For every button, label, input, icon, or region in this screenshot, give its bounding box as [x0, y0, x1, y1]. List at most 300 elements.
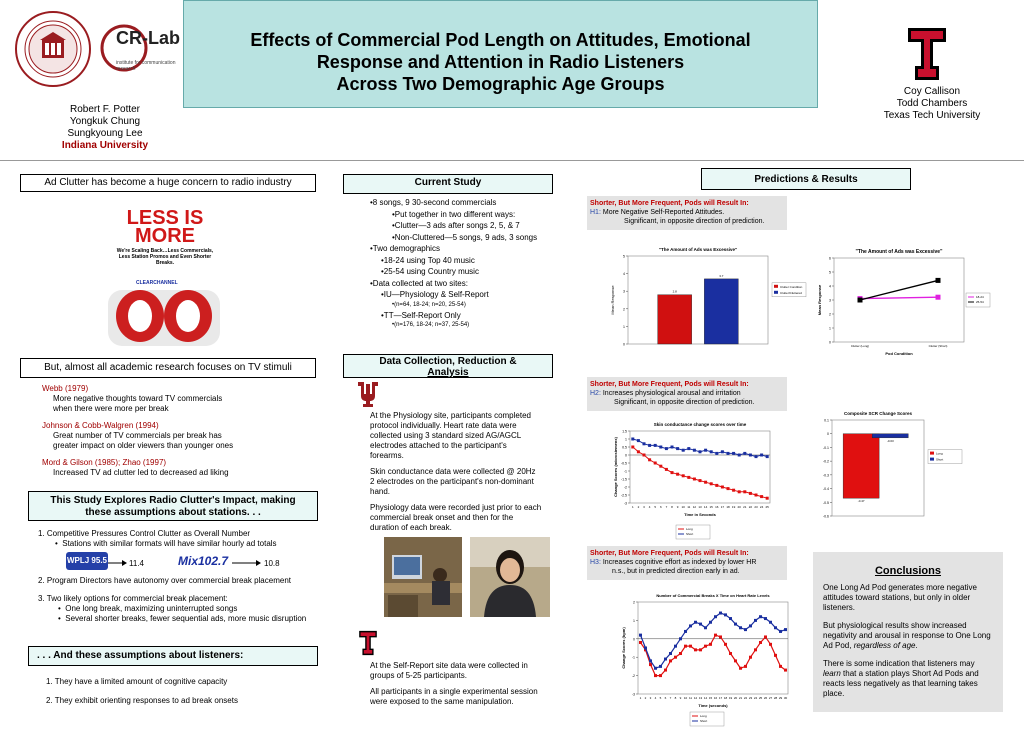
assumptions-heading-1: This Study Explores Radio Clutter's Impact, making [50, 495, 296, 506]
data-point [679, 652, 682, 655]
conclusions-title: Conclusions [874, 565, 941, 577]
assumption-1-sub: • Stations with similar formats will have similar hourly ad totals [55, 539, 277, 548]
data-point [709, 643, 712, 646]
x-tick-label: 1 [631, 505, 634, 509]
h1-result: Significant, in opposite direction of prediction. [624, 218, 765, 225]
study-3-cite: Mord & Gilson (1985); Zhao (1997) [42, 458, 167, 467]
x-tick-label: 13 [698, 505, 702, 509]
chart-skin-conductance-line [610, 419, 776, 537]
mix-logo-text: Mix102.7 [178, 554, 229, 568]
study-line: •(n=64, 18-24; n=20, 25-54) [392, 301, 466, 308]
x-tick-label: 19 [731, 505, 736, 509]
data-point [936, 278, 941, 283]
y-tick-label: 0 [827, 432, 829, 437]
data-point [749, 454, 752, 457]
chart-excessive-bar [612, 240, 812, 350]
iu-seal [14, 10, 92, 88]
author-right-1: Coy Callison [903, 86, 961, 97]
data-point [664, 669, 667, 672]
shoes-on-scale-image [106, 286, 222, 348]
data-point [710, 450, 713, 453]
cr-lab-logo [100, 22, 182, 80]
x-tick-label: 24 [753, 696, 758, 700]
section-tv-research: But, almost all academic research focuses on TV stimuli [20, 358, 316, 378]
data-point [759, 641, 762, 644]
lab-photo-2 [470, 537, 550, 617]
x-tick-label: 6 [664, 696, 667, 700]
wplj-logo [66, 552, 108, 570]
bar [843, 434, 879, 498]
data-point [664, 658, 667, 661]
data-point [644, 647, 647, 650]
y-tick-label: -1 [623, 469, 627, 474]
data-point [674, 656, 677, 659]
data-point [715, 484, 718, 487]
data-point [649, 663, 652, 666]
data-point [699, 450, 702, 453]
legend-swatch [774, 285, 778, 288]
series-line [641, 635, 786, 675]
data-point [704, 449, 707, 452]
x-axis-label: Time in Seconds [684, 512, 716, 517]
study-line: •(n=176, 18-24; n=37, 25-54) [392, 322, 470, 328]
h2-heading: Shorter, But More Frequent, Pods will Result In: [590, 381, 749, 388]
study-line: •25-54 using Country music [381, 267, 479, 276]
data-point [682, 449, 685, 452]
data-point [721, 450, 724, 453]
y-tick-label: 6 [829, 256, 831, 261]
x-tick-label: 3 [649, 696, 652, 700]
y-tick-label: 0 [633, 637, 635, 642]
x-tick-label: 20 [737, 505, 741, 509]
y-tick-label: 1 [633, 618, 635, 623]
data-point [676, 473, 679, 476]
chart-title: Composite SCR Change Scores [843, 411, 913, 416]
data-point [760, 495, 763, 498]
x-axis-label: Time (seconds) [698, 703, 728, 708]
station-assumptions-2 [38, 576, 328, 624]
data-point [654, 444, 657, 447]
mix-logo [178, 551, 232, 571]
data-point [665, 447, 668, 450]
data-point [749, 492, 752, 495]
legend-label: Clutter Condition [780, 284, 803, 289]
h2-box [587, 377, 787, 411]
data-point [631, 438, 634, 441]
x-tick-label: 11 [688, 696, 693, 700]
x-tick-label: 25 [765, 505, 769, 509]
section-predictions-results [701, 168, 911, 190]
chart-composite-scr-bar [818, 402, 962, 526]
data-point [699, 623, 702, 626]
data-point [648, 458, 651, 461]
legend-label: Clutter/Cluttered [780, 290, 802, 295]
texas-tech-logo [906, 26, 948, 82]
data-point [744, 665, 747, 668]
header-divider [0, 160, 1024, 161]
studies-list [42, 384, 312, 478]
cr-lab-logo-text: CR-Lab [116, 28, 180, 48]
legend-label: Short [686, 532, 694, 537]
bar-value-label: 2.8 [672, 289, 677, 294]
author-left-3: Sungkyoung Lee [67, 128, 143, 139]
conclusion-2-a: But physiological results show increased negativity and arousal in response to One Long Ad Pod, [823, 621, 991, 650]
authors-right [866, 86, 998, 122]
data-point [639, 634, 642, 637]
study-line: •Clutter—3 ads after songs 2, 5, & 7 [392, 221, 520, 230]
x-tick-label: 18 [723, 696, 728, 700]
x-tick-label: 12 [692, 505, 697, 509]
y-tick-label: -2 [623, 485, 627, 490]
physio-para-2: Skin conductance data were collected @ 20Hz 2 electrodes on the participant's non-dominant hand. [370, 467, 536, 496]
x-tick-label: 8 [671, 505, 673, 509]
data-point [676, 447, 679, 450]
x-tick-label: 2 [637, 505, 640, 509]
y-tick-label: 1 [623, 324, 625, 329]
data-point [665, 468, 668, 471]
chart-heart-rate-line [618, 584, 790, 726]
predictions-heading: Predictions & Results [754, 174, 858, 185]
h1-label: H1: [590, 209, 601, 216]
institution-right: Texas Tech University [883, 110, 981, 121]
y-tick-label: 1 [829, 326, 831, 331]
section-study-assumptions [28, 491, 318, 521]
data-point [732, 452, 735, 455]
x-tick-label: 23 [748, 696, 753, 700]
y-tick-label: 1.5 [622, 429, 627, 434]
data-point [754, 619, 757, 622]
x-tick-label: 22 [748, 505, 753, 509]
data-point [727, 452, 730, 455]
x-tick-label: 7 [665, 505, 668, 509]
data-point [648, 444, 651, 447]
data-point [766, 497, 769, 500]
authors-left [40, 104, 170, 152]
data-point [749, 624, 752, 627]
data-point [654, 462, 657, 465]
conclusion-2 [823, 621, 993, 651]
section-current-study: Current Study [343, 174, 553, 194]
ad-brand: CLEARCHANNEL [136, 280, 178, 286]
data-point [659, 446, 662, 449]
study-1-cite: Webb (1979) [42, 384, 89, 393]
listener-assumption-2: 2. They exhibit orienting responses to ad break onsets [46, 696, 238, 705]
data-point [649, 659, 652, 662]
data-point [659, 674, 662, 677]
x-tick-label: 15 [708, 696, 713, 700]
data-point [679, 637, 682, 640]
section-listener-assumptions: . . . And these assumptions about listeners: [28, 646, 318, 666]
ad-headline-2: MORE [135, 225, 195, 247]
x-tick-label: 28 [773, 696, 778, 700]
data-point [766, 455, 769, 458]
x-tick-label: 21 [743, 505, 747, 509]
x-tick-label: 10 [681, 505, 685, 509]
y-tick-label: -1 [631, 655, 635, 660]
data-collection-heading-1: Data Collection, Reduction & [379, 356, 517, 367]
x-tick-label: 13 [698, 696, 703, 700]
data-point [729, 652, 732, 655]
data-point [709, 621, 712, 624]
data-point [760, 454, 763, 457]
bar [658, 295, 692, 344]
study-2-line-2: greater impact on older viewers than younger ones [53, 441, 234, 450]
data-point [631, 446, 634, 449]
data-point [743, 490, 746, 493]
plot-area [638, 602, 788, 694]
study-2-cite: Johnson & Cobb-Walgren (1994) [42, 421, 159, 430]
h1-box [587, 196, 787, 230]
bar-value-label: -0.47 [857, 499, 865, 504]
data-point [754, 648, 757, 651]
y-tick-label: 0.1 [824, 418, 829, 423]
data-point [729, 617, 732, 620]
x-tick-label: 5 [659, 696, 662, 700]
x-tick-label: 14 [703, 696, 708, 700]
y-tick-label: 3 [623, 289, 625, 294]
legend-label: Long [700, 714, 707, 719]
data-point [704, 481, 707, 484]
selfreport-para-1: At the Self-Report site data were collected in groups of 5-25 participants. [370, 661, 528, 680]
bar [872, 434, 908, 438]
data-point [732, 489, 735, 492]
data-point [719, 635, 722, 638]
legend-label: Short [936, 457, 944, 462]
data-point [764, 635, 767, 638]
study-line: •IU—Physiology & Self-Report [381, 290, 489, 299]
y-tick-label: 0 [623, 342, 625, 347]
less-is-more-ad [106, 198, 222, 348]
iu-trident-logo [356, 380, 380, 408]
y-tick-label: 5 [829, 270, 831, 275]
data-point [639, 641, 642, 644]
series-line [633, 447, 767, 498]
x-tick-label: 17 [718, 696, 723, 700]
conclusion-3-a: There is some indication that listeners may [823, 659, 975, 668]
data-point [755, 455, 758, 458]
legend-label: 25-54 [976, 300, 984, 305]
x-tick-label: 6 [659, 505, 662, 509]
listener-assumptions-list [46, 677, 316, 706]
study-2-line-1: Great number of TV commercials per break has [53, 431, 222, 440]
data-point [719, 612, 722, 615]
y-tick-label: 4 [623, 272, 625, 277]
y-tick-label: -0.6 [822, 514, 829, 519]
y-tick-label: 4 [829, 284, 831, 289]
data-point [682, 474, 685, 477]
y-tick-label: 5 [623, 254, 625, 259]
data-point [699, 479, 702, 482]
x-tick-label: 18 [726, 505, 730, 509]
author-left-2: Yongkuk Chung [69, 116, 141, 127]
data-point [659, 465, 662, 468]
data-point [704, 645, 707, 648]
data-point [643, 454, 646, 457]
lab-photo-1 [384, 537, 462, 617]
h3-heading: Shorter, But More Frequent, Pods will Result In: [590, 550, 749, 557]
assumption-3-sub-1-text: One long break, maximizing uninterrupted songs [65, 604, 238, 613]
cr-lab-logo-sub: institute for communication research [116, 60, 176, 72]
h3-box [587, 546, 787, 580]
author-left-1: Robert F. Potter [69, 104, 141, 115]
ad-headline-1: LESS IS [126, 207, 204, 229]
study-line: •8 songs, 9 30-second commercials [370, 198, 497, 207]
data-point [739, 667, 742, 670]
x-tick-label: 10 [683, 696, 688, 700]
h2-label: H2: [590, 390, 601, 397]
y-tick-label: -1.5 [620, 477, 627, 482]
x-tick-label: 15 [709, 505, 713, 509]
x-tick-label: 21 [738, 696, 743, 700]
chart-title: "The Amount of Ads was Excessive" [658, 247, 738, 252]
data-point [774, 654, 777, 657]
assumption-3-sub-2-text: Several shorter breaks, fewer sequential ads, more music disruption [65, 614, 307, 623]
data-point [734, 659, 737, 662]
x-tick-label: 30 [783, 696, 788, 700]
data-point [759, 615, 762, 618]
data-point [724, 613, 727, 616]
x-tick-label: 23 [754, 505, 758, 509]
assumption-1: 1. Competitive Pressures Control Clutter as Overall Number [38, 529, 251, 538]
conclusion-2-emph: regardless of age [853, 641, 916, 650]
bar-value-label: -0.03 [886, 438, 894, 443]
y-tick-label: 1 [625, 437, 627, 442]
y-tick-label: -2 [631, 674, 635, 679]
data-point [743, 452, 746, 455]
study-line: •18-24 using Top 40 music [381, 255, 475, 265]
data-point [755, 494, 758, 497]
title-line-1: Effects of Commercial Pod Length on Attitudes, Emotional [250, 30, 751, 50]
data-point [774, 626, 777, 629]
data-point [714, 615, 717, 618]
y-tick-label: -0.3 [822, 473, 829, 478]
data-point [714, 634, 717, 637]
data-point [671, 471, 674, 474]
physio-site-text [370, 411, 542, 533]
data-point [671, 446, 674, 449]
h2-text: Increases physiological arousal and irritation [602, 390, 741, 397]
chart-title: "The Amount of Ads was Excessive" [855, 249, 943, 255]
data-point [738, 454, 741, 457]
conclusion-1: One Long Ad Pod generates more negative attitudes toward stations, but only in older listeners. [823, 583, 977, 612]
x-tick-label: 2 [644, 696, 647, 700]
h3-result: n.s., but in predicted direction early in ad. [612, 568, 740, 575]
listener-assumption-1: 1. They have a limited amount of cognitive capacity [46, 677, 228, 686]
y-axis-label: Change Scores (microsiemens) [613, 437, 618, 497]
y-tick-label: 2 [633, 600, 635, 605]
data-point [654, 667, 657, 670]
data-point [724, 643, 727, 646]
y-tick-label: -0.5 [620, 461, 627, 466]
y-tick-label: -3 [623, 501, 627, 506]
x-tick-label: 14 [703, 505, 708, 509]
texas-tech-logo-small [358, 630, 378, 656]
data-point [674, 645, 677, 648]
data-point [637, 439, 640, 442]
data-point [643, 442, 646, 445]
x-tick-label: 4 [654, 696, 657, 700]
data-point [689, 624, 692, 627]
conclusion-2-c: . [915, 641, 918, 650]
data-point [637, 450, 640, 453]
data-point [687, 447, 690, 450]
author-right-2: Todd Chambers [896, 98, 968, 109]
data-point [693, 478, 696, 481]
title-line-2: Response and Attention in Radio Listeners [316, 52, 685, 72]
y-tick-label: 0 [625, 453, 627, 458]
data-point [734, 623, 737, 626]
x-tick-label: Clutter (Long) [850, 344, 870, 348]
series-line [633, 439, 767, 457]
data-point [739, 626, 742, 629]
h1-text: More Negative Self-Reported Attitudes. [602, 209, 725, 216]
x-tick-label: 16 [713, 696, 718, 700]
study-line: •TT—Self-Report Only [381, 310, 461, 320]
y-tick-label: 2 [623, 307, 625, 312]
x-tick-label: 27 [768, 696, 773, 700]
x-tick-label: 25 [758, 696, 763, 700]
x-tick-label: 20 [733, 696, 738, 700]
bar-value-label: 3.7 [719, 273, 724, 278]
bar [704, 279, 738, 344]
ad-subtext: We're Scaling Back…Less Commercials, Less Station Promos and Even Shorter Breaks. [116, 248, 214, 266]
x-tick-label: 8 [674, 696, 677, 700]
selfreport-site-text [370, 661, 542, 707]
data-point [699, 648, 702, 651]
data-point [689, 645, 692, 648]
conclusion-3 [823, 659, 993, 699]
institution-left: Indiana University [61, 140, 149, 151]
selfreport-para-2: All participants in a single experimental session were exposed to the same manipulation. [370, 687, 538, 706]
study-line: •Two demographics [370, 244, 440, 253]
x-tick-label: 26 [763, 696, 768, 700]
data-point [769, 643, 772, 646]
x-tick-label: 19 [728, 696, 733, 700]
y-tick-label: -3 [631, 692, 635, 697]
h3-label: H3: [590, 559, 601, 566]
study-1-line-2: when there were more per break [53, 404, 169, 413]
data-point [784, 628, 787, 631]
data-point [764, 617, 767, 620]
data-point [684, 645, 687, 648]
study-3-line-1: Increased TV ad clutter led to decreased ad liking [53, 468, 229, 477]
physio-para-1: At the Physiology site, participants completed protocol individually. Heart rate data were collected using 3 standard sized AG/AGCL electrodes attached to the participant's forearms. [370, 411, 531, 460]
y-tick-label: -0.2 [822, 459, 829, 464]
data-collection-heading-2: Analysis [427, 367, 469, 378]
data-point [669, 659, 672, 662]
chart-excessive-line [818, 238, 1018, 360]
legend-label: Long [686, 527, 693, 532]
y-tick-label: -0.5 [822, 500, 829, 505]
x-tick-label: 12 [693, 696, 698, 700]
section-ad-clutter: Ad Clutter has become a huge concern to radio industry [20, 174, 316, 192]
plot-area [834, 258, 964, 342]
data-point [858, 298, 863, 303]
x-tick-label: 7 [669, 696, 672, 700]
plot-area [628, 256, 768, 344]
y-axis-label: Mean Response [610, 285, 615, 315]
data-point [738, 490, 741, 493]
legend-swatch [930, 452, 934, 455]
data-point [779, 630, 782, 633]
data-point [710, 482, 713, 485]
x-tick-label: 16 [715, 505, 719, 509]
data-point [715, 452, 718, 455]
data-point [936, 295, 941, 300]
assumption-3: 3. Two likely options for commercial break placement: [38, 594, 228, 603]
x-tick-label: 1 [639, 696, 642, 700]
y-tick-label: 3 [829, 298, 831, 303]
